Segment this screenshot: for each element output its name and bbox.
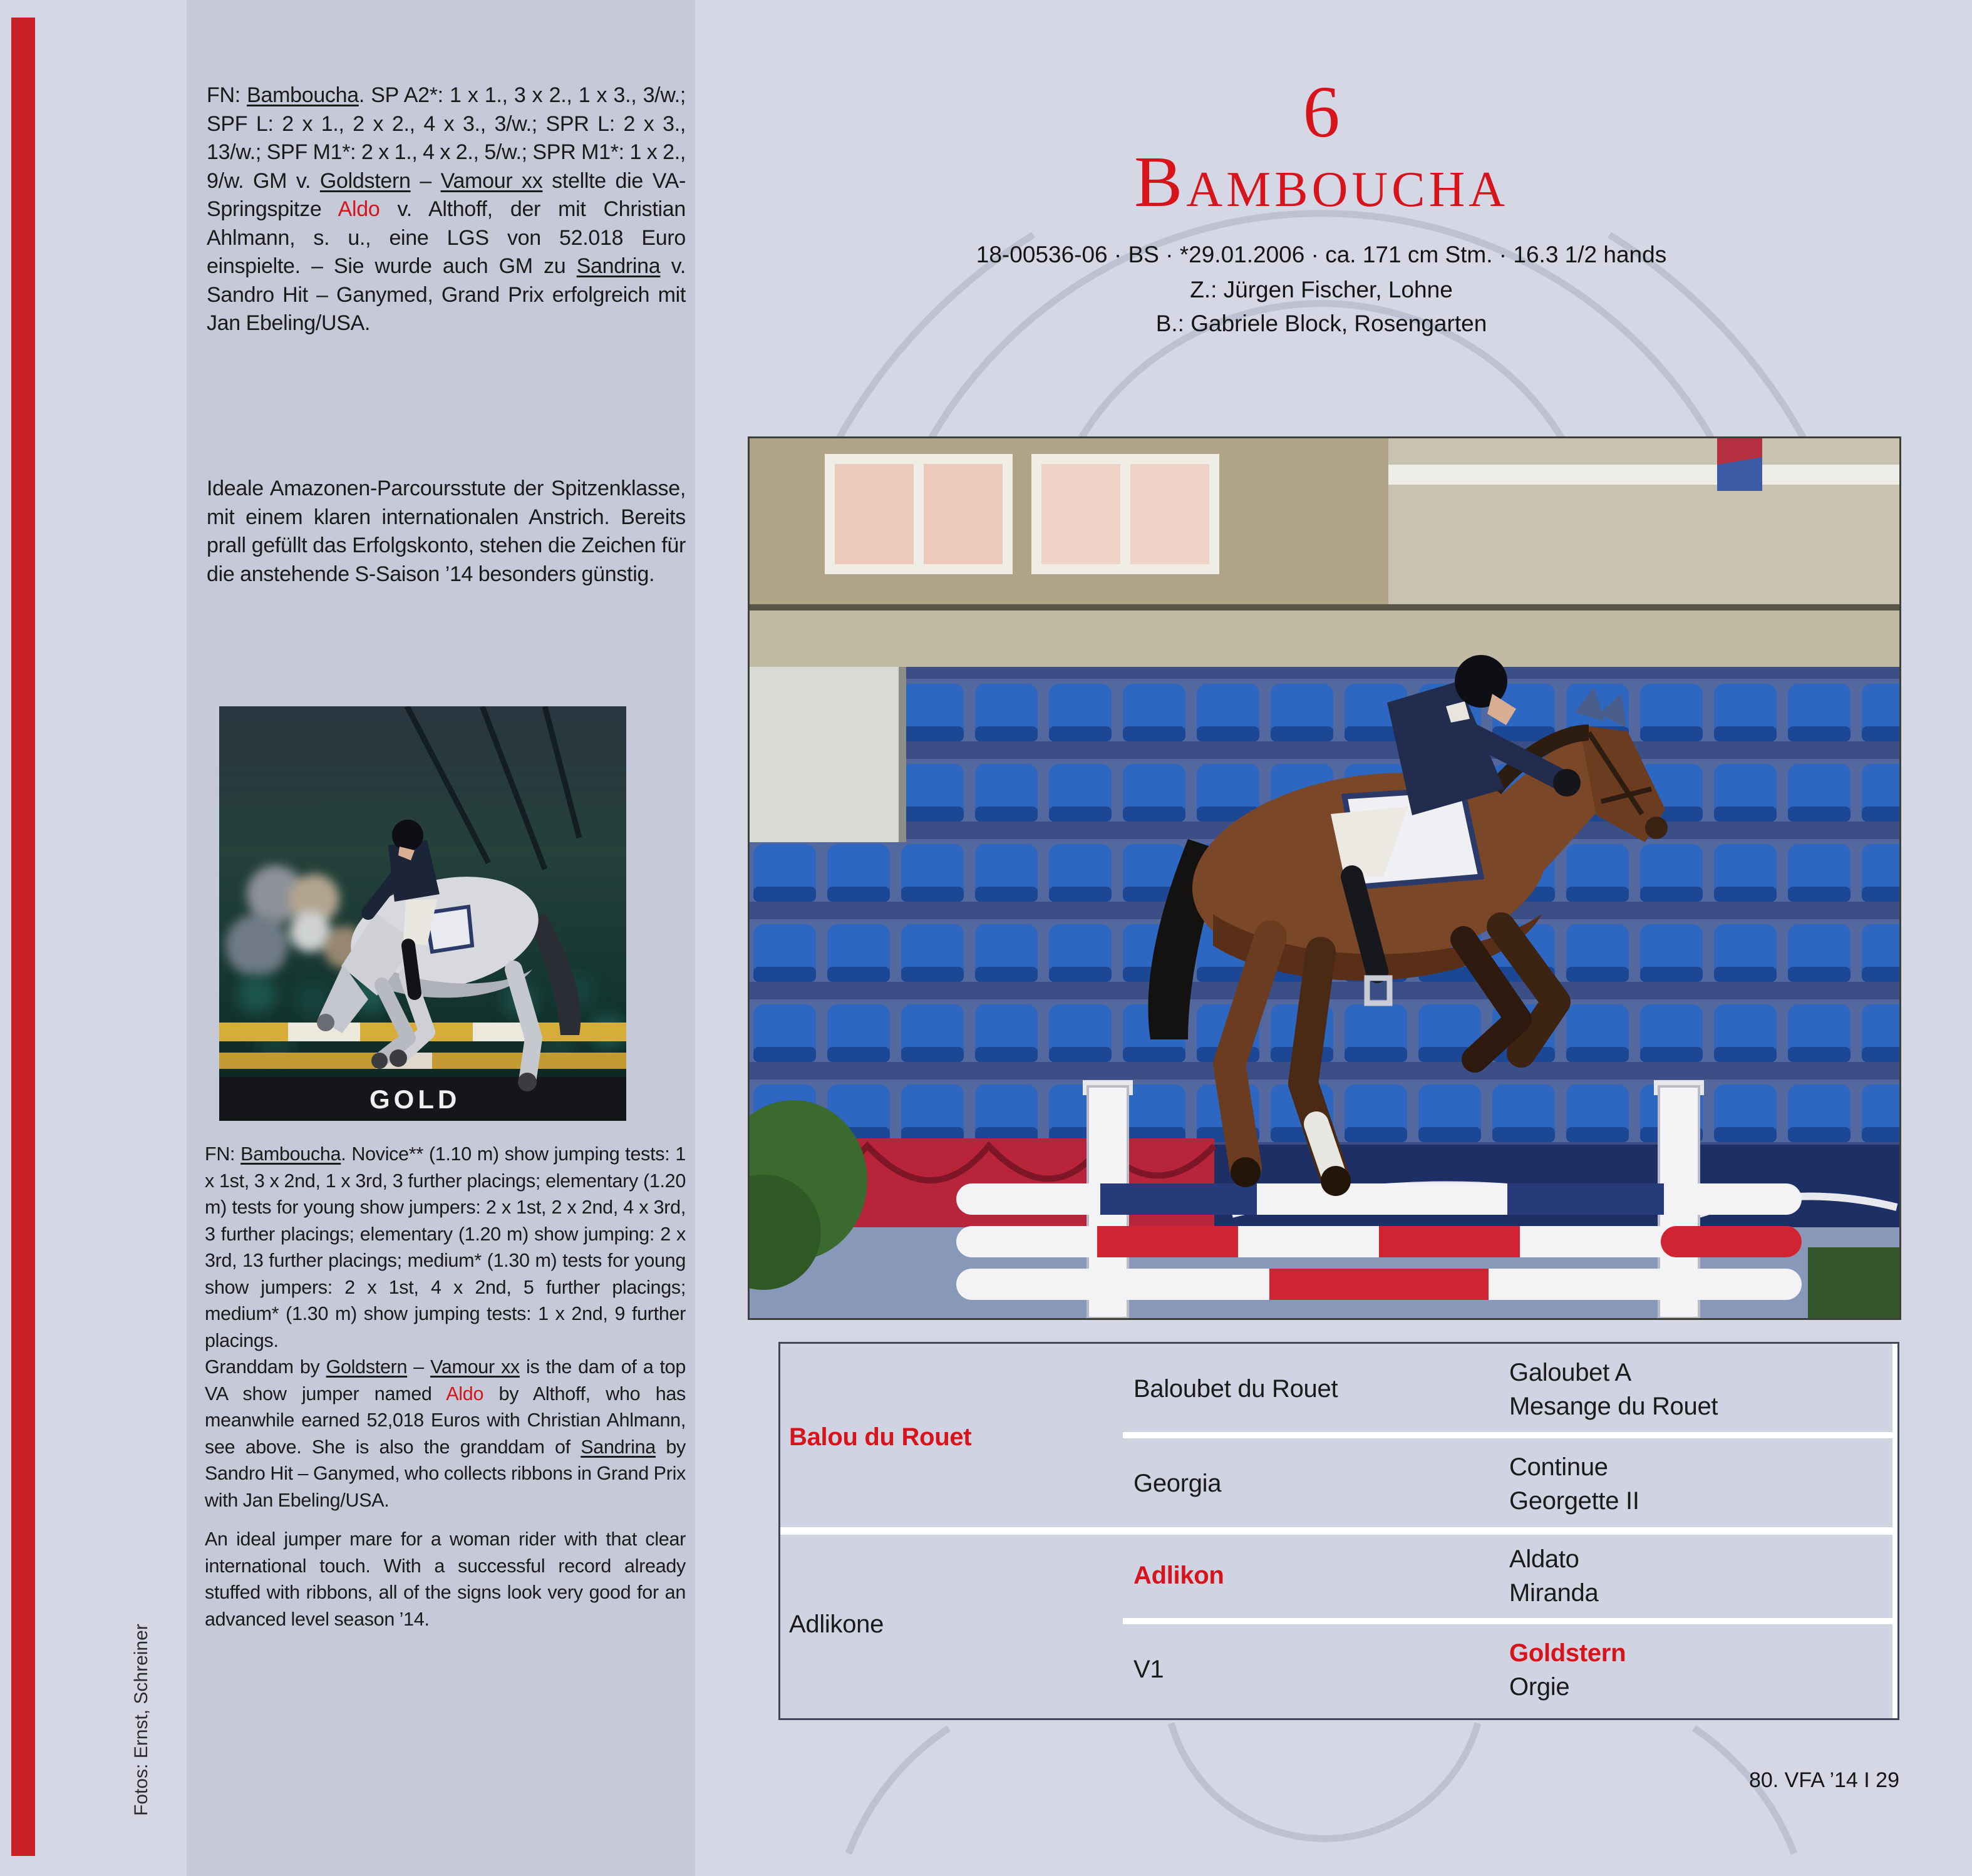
pedigree-sire: Balou du Rouet (789, 1423, 972, 1451)
lot-number: 6 (1303, 71, 1340, 153)
page-reference: 80. VFA ’14 I 29 (1748, 1768, 1899, 1792)
pedigree-dam: Adlikone (789, 1610, 884, 1638)
english-comment-paragraph: An ideal jumper mare for a woman rider with that clear international touch. With a successful record already stuffed with ribbons, all of the signs look very good for an advanced level season ’14. (205, 1528, 686, 1630)
rail-banner-text: GOLD (369, 1085, 461, 1114)
flag (1717, 438, 1762, 491)
window (1031, 454, 1219, 574)
edge-separator (1892, 1344, 1897, 1718)
photo-credit: Fotos: Ernst, Schreiner (131, 1624, 152, 1816)
main-photo-bay-horse (750, 438, 1899, 1318)
german-record-paragraph: FN: Bamboucha. SP A2*: 1 x 1., 3 x 2., 1 x 3., 3/w.; SPF L: 2 x 1., 2 x 2., 4 x 3., 3/w.; SPR L: 2 x 3., 13/w.; SPF M1*: 2 x 1., 4 x 2., 5/w.; SPR M1*: 1 x 2., 9/w. GM v. Goldstern – Vamour xx stellte die VA-Springspitze Aldo v. Althoff, der mit Christian Ahlmann, s. u., eine LGS von 52.018 Euro einspielte. – Sie wurde auch GM zu Sandrina v. Sandro Hit – Ganymed, Grand Prix erfolgreich mit Jan Ebeling/USA. (207, 83, 686, 335)
pedigree-gen3-pair: Galoubet A Mesange du Rouet (1509, 1358, 1718, 1420)
english-text-block (205, 1141, 686, 1632)
owner-line: B.: Gabriele Block, Rosengarten (1155, 311, 1487, 336)
pedigree-sire-sire: Baloubet du Rouet (1133, 1375, 1338, 1403)
pedigree-gen3-pair: Continue Georgette II (1509, 1453, 1639, 1515)
pedigree-dam-sire: Adlikon (1133, 1562, 1224, 1589)
german-comment-paragraph: Ideale Amazonen-Parcoursstute der Spitzenklasse, mit einem klaren internationalen Anstrich. Bereits prall gefüllt das Erfolgskonto, stehen die Zeichen für die anstehende S-Saison ’14 besonders günstig. (207, 477, 686, 586)
english-record-paragraph: FN: Bamboucha. Novice** (1.10 m) show jumping tests: 1 x 1st, 3 x 2nd, 1 x 3rd, 3 further placings; elementary (1.20 m) tests for young show jumpers: 2 x 1st, 2 x 2nd, 4 x 3rd, 3 further placings; elementary (1.20 m) show jumping: 2 x 3rd, 13 further placings; medium* (1.30 m) tests for young show jumpers: 2 x 1st, 4 x 2nd, 5 further placings; medium* (1.30 m) show jumping tests: 1 x 2nd, 9 further placings. (205, 1143, 686, 1351)
pedigree-dam-dam: V1 (1133, 1656, 1164, 1683)
breeder-line: Z.: Jürgen Fischer, Lohne (1190, 277, 1453, 302)
jump-poles (956, 1183, 1802, 1300)
pedigree-sire-dam: Georgia (1133, 1470, 1222, 1497)
pedigree-table (778, 1342, 1899, 1720)
english-granddam-paragraph: Granddam by Goldstern – Vamour xx is the dam of a top VA show jumper named Aldo by Althoff, who has meanwhile earned 52,018 Euros with Christian Ahlmann, see above. She is also the granddam of Sandrina by Sandro Hit – Ganymed, who collects ribbons in Grand Prix with Jan Ebeling/USA. (205, 1356, 686, 1511)
small-photo-grey-horse (219, 706, 626, 1121)
horse-details-line: 18-00536-06 · BS · *29.01.2006 · ca. 171 cm Stm. · 16.3 1/2 hands (976, 242, 1667, 267)
window (825, 454, 1013, 574)
pedigree-gen3-pair: Aldato Miranda (1509, 1545, 1599, 1607)
left-accent-bar (11, 18, 35, 1856)
pedigree-gen3-pair: Goldstern Orgie (1509, 1639, 1626, 1701)
horse-name-title: BAMBOUCHA (1133, 142, 1509, 222)
